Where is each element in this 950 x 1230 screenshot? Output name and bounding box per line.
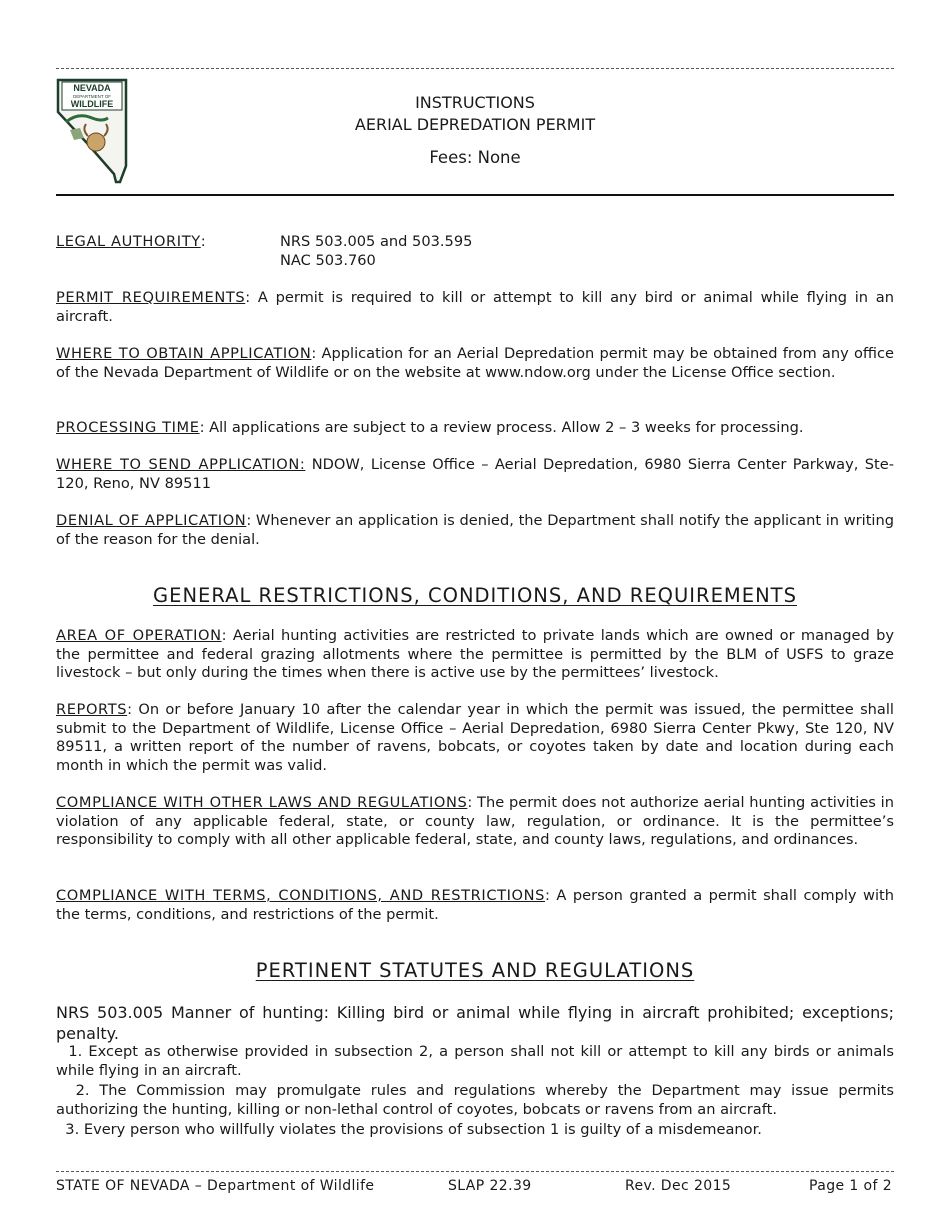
compliance-terms-label: COMPLIANCE WITH TERMS, CONDITIONS, AND RESTRICTIONS <box>56 887 545 904</box>
compliance-terms-text: : A person granted a permit shall comply with the terms, conditions, and restrictions of the permit. <box>56 887 894 923</box>
title-permit-name: AERIAL DEPREDATION PERMIT <box>354 115 596 134</box>
legal-authority-colon: : <box>200 233 206 250</box>
send-application-section <box>56 456 894 493</box>
pertinent-statutes-heading <box>56 959 894 982</box>
bottom-dashed-rule <box>56 1171 894 1172</box>
denial-text: : Whenever an application is denied, the Department shall notify the applicant in writing of the reason for the denial. <box>56 512 894 548</box>
processing-time-section <box>56 419 894 438</box>
obtain-application-text2: under the License Office section. <box>590 363 836 381</box>
logo-text-wildlife: WILDLIFE <box>70 99 114 109</box>
legal-authority-values <box>280 233 472 270</box>
compliance-terms-section <box>56 887 894 924</box>
footer-agency: STATE OF NEVADA – Department of Wildlife <box>56 1178 375 1194</box>
header-rule <box>56 194 894 196</box>
denial-section <box>56 512 894 549</box>
top-dashed-rule <box>56 68 894 69</box>
send-application-label: WHERE TO SEND APPLICATION: <box>56 456 306 473</box>
send-application-text: NDOW, License Office – Aerial Depredation, 6980 Sierra Center Parkway, Ste-120, Reno, NV 89511 <box>56 456 894 492</box>
legal-authority-label: LEGAL AUTHORITY <box>56 233 201 250</box>
permit-requirements-text: : A permit is required to kill or attempt to kill any bird or animal while flying in an aircraft. <box>56 289 894 325</box>
title-instructions: INSTRUCTIONS <box>415 93 535 112</box>
logo-text-dept: DEPARTMENT OF <box>72 94 112 99</box>
reports-text: : On or before January 10 after the calendar year in which the permit was issued, the permittee shall submit to the Department of Wildlife, License Office – Aerial Depredation, 6980 Sierra Center Pkwy, Ste 120, NV 89511, a written report of the number of ravens, bobcats, or coyotes taken by date and location during each month in which the permit was valid. <box>56 701 894 774</box>
compliance-laws-label: COMPLIANCE WITH OTHER LAWS AND REGULATIONS <box>56 794 468 811</box>
compliance-laws-text: : The permit does not authorize aerial hunting activities in violation of any applicable federal, state, or county law, regulation, or ordinance. It is the permittee’s responsibility to comply with all other applicable federal, state, and county laws, regulations, and ordinances. <box>56 794 894 849</box>
ndow-website-link[interactable]: www.ndow.org <box>485 363 591 381</box>
reports-label: REPORTS <box>56 701 128 718</box>
legal-authority-nac: NAC 503.760 <box>280 251 376 269</box>
area-of-operation-section <box>56 627 894 683</box>
legal-authority-section <box>56 233 894 269</box>
statute-item-1: 1. Except as otherwise provided in subsection 2, a person shall not kill or attempt to kill any birds or animals while flying in an aircraft. <box>56 1043 899 1079</box>
permit-requirements-section <box>56 289 894 326</box>
area-of-operation-label: AREA OF OPERATION <box>56 627 222 644</box>
reports-section <box>56 701 894 775</box>
document-title-block <box>56 92 894 169</box>
statute-heading: NRS 503.005 Manner of hunting: Killing bird or animal while flying in aircraft prohibited; exceptions; penalty. <box>56 1003 894 1043</box>
area-of-operation-text: : Aerial hunting activities are restricted to private lands which are owned or managed by the permittee and federal grazing allotments where the permittee is permitted by the BLM of USFS to graze livestock – but only during the times when there is active use by the permittees’ livestock. <box>56 627 894 682</box>
denial-label: DENIAL OF APPLICATION <box>56 512 247 529</box>
general-restrictions-heading <box>56 584 894 607</box>
compliance-laws-section <box>56 794 894 850</box>
footer-form-code: SLAP 22.39 <box>448 1178 532 1194</box>
legal-authority-nrs: NRS 503.005 and 503.595 <box>280 233 473 250</box>
pertinent-statutes-heading-text: PERTINENT STATUTES AND REGULATIONS <box>255 959 695 982</box>
logo-text-nevada: NEVADA <box>73 83 111 93</box>
permit-requirements-label: PERMIT REQUIREMENTS <box>56 289 246 306</box>
general-restrictions-heading-text: GENERAL RESTRICTIONS, CONDITIONS, AND REQUIREMENTS <box>153 584 797 607</box>
footer-revision: Rev. Dec 2015 <box>625 1178 732 1194</box>
obtain-application-section <box>56 345 894 382</box>
obtain-application-text1: : Application for an Aerial Depredation permit may be obtained from any office of the Nevada Department of Wildlife or on the website at <box>56 345 894 381</box>
processing-time-text: : All applications are subject to a review process. Allow 2 – 3 weeks for processing. <box>199 419 804 436</box>
obtain-application-label: WHERE TO OBTAIN APPLICATION <box>56 345 312 362</box>
footer-page-number: Page 1 of 2 <box>809 1178 892 1194</box>
fees-line: Fees: None <box>429 148 521 167</box>
processing-time-label: PROCESSING TIME <box>56 419 200 436</box>
statute-item-3: 3. Every person who willfully violates the provisions of subsection 1 is guilty of a misdemeanor. <box>56 1121 762 1138</box>
statute-item-2: 2. The Commission may promulgate rules and regulations whereby the Department may issue permits authorizing the hunting, killing or non-lethal control of coyotes, bobcats or ravens from an aircraft. <box>56 1082 899 1118</box>
